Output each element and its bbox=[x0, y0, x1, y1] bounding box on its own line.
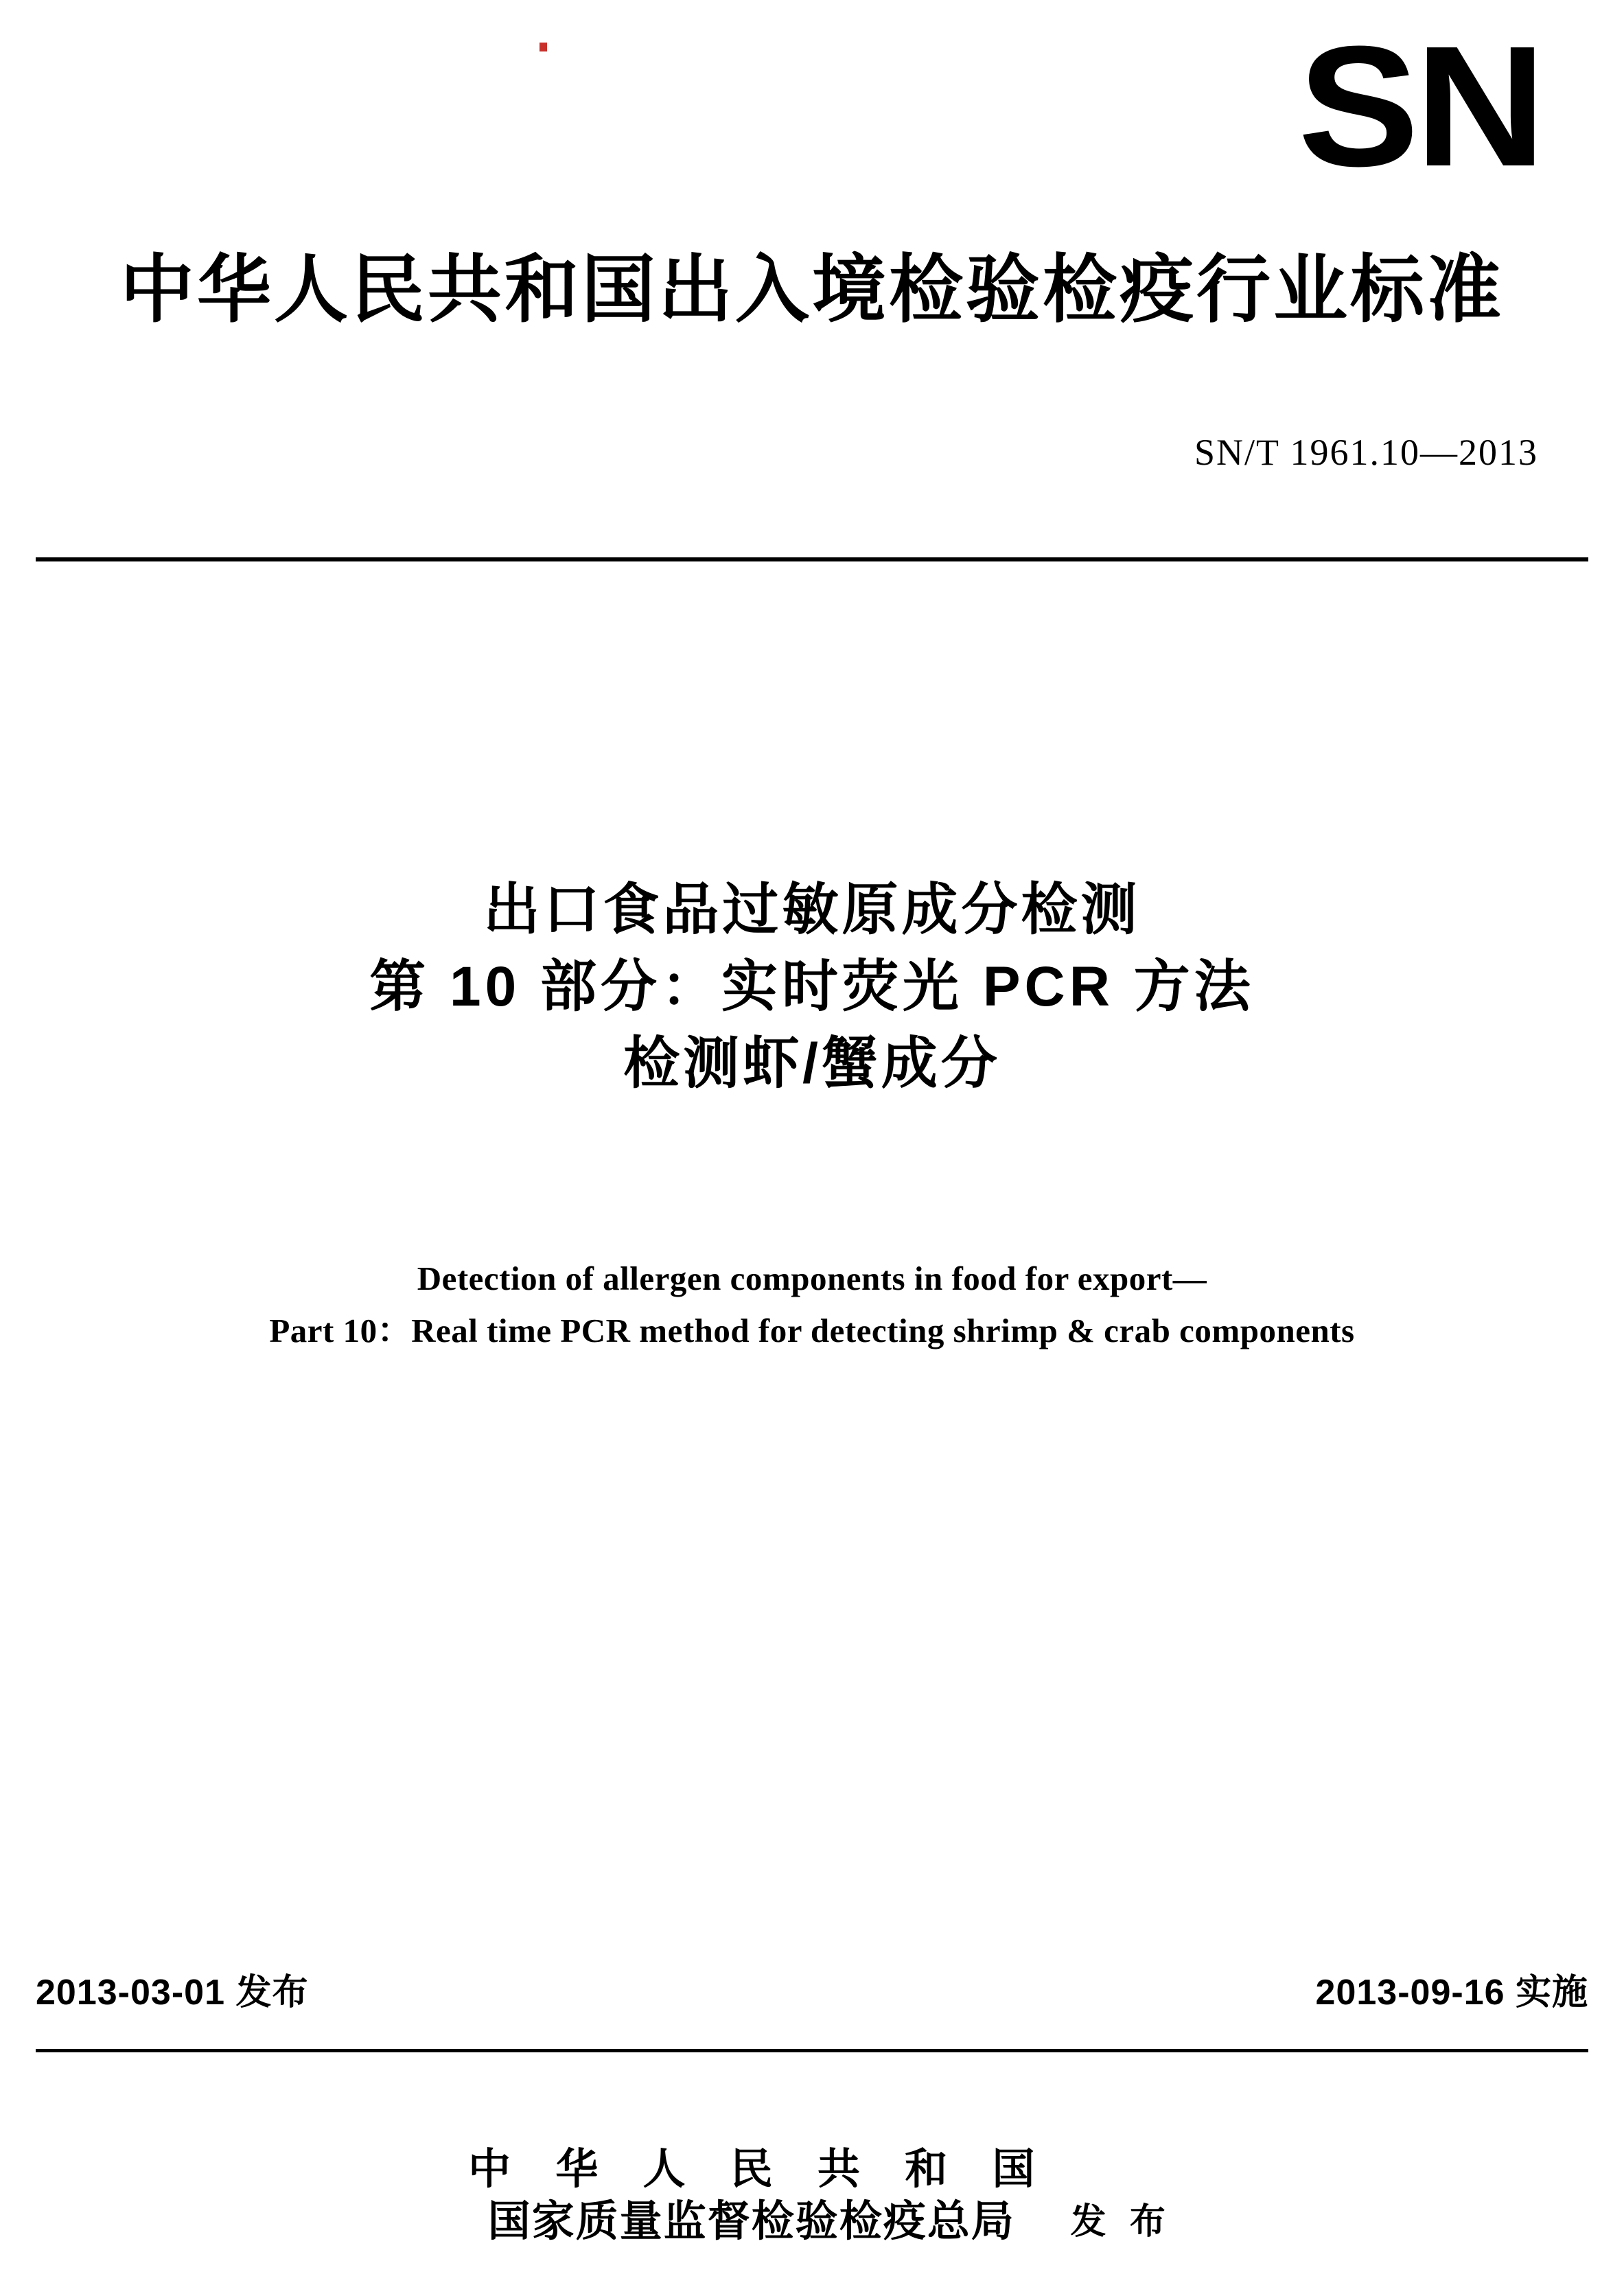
publisher-line-1: 中 华 人 民 共 和 国 bbox=[468, 2146, 1052, 2193]
document-title-english bbox=[0, 1253, 1624, 1357]
publisher-block bbox=[0, 2144, 1624, 2248]
footer-divider-rule bbox=[36, 2049, 1588, 2052]
publisher-line-2: 国家质量监督检验检疫总局 bbox=[487, 2198, 1015, 2245]
publisher-verb: 发 布 bbox=[1070, 2202, 1172, 2242]
sn-logo: SN bbox=[1297, 10, 1542, 202]
header-divider-rule bbox=[36, 557, 1588, 561]
title-cn-line-3: 检测虾/蟹成分 bbox=[623, 1032, 1001, 1095]
standard-number: SN/T 1961.10—2013 bbox=[1194, 432, 1538, 473]
issue-date: 2013-03-01 发布 bbox=[36, 1973, 309, 2013]
title-en-line-1: Detection of allergen components in food for export— bbox=[417, 1260, 1207, 1297]
title-en-line-2: Part 10：Real time PCR method for detecting shrimp & crab components bbox=[269, 1312, 1355, 1349]
publisher-names bbox=[452, 2144, 1051, 2248]
title-cn-line-1: 出口食品过敏原成分检测 bbox=[483, 879, 1141, 941]
effective-date: 2013-09-16 实施 bbox=[1315, 1973, 1588, 2013]
document-title-chinese bbox=[0, 872, 1624, 1102]
title-cn-line-2: 第 10 部分：实时荧光 PCR 方法 bbox=[369, 955, 1255, 1018]
red-dot-mark bbox=[540, 43, 547, 51]
issuing-authority-heading: 中华人民共和国出入境检验检疫行业标准 bbox=[119, 248, 1504, 331]
